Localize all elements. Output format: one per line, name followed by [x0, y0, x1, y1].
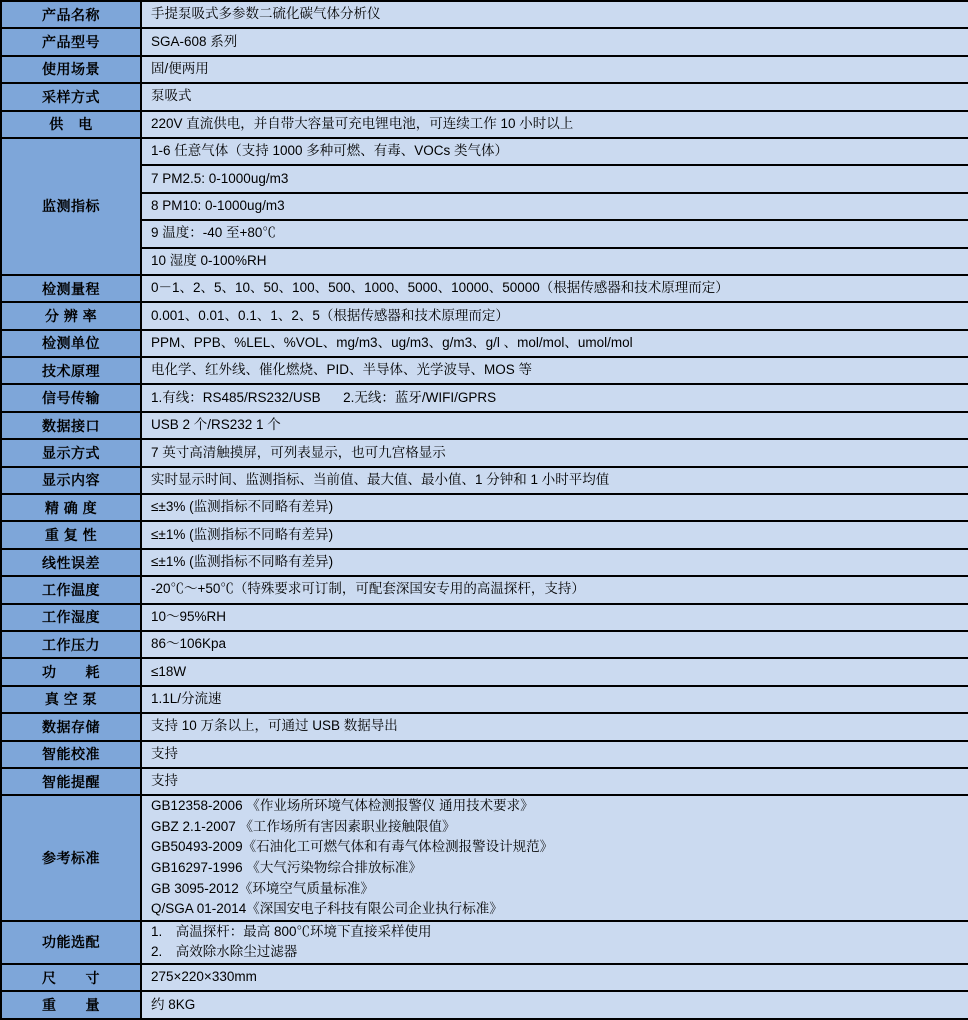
spec-row [2, 992, 968, 1019]
value-line: 0－1、2、5、10、50、100、500、1000、5000、10000、50000（根据传感器和技术原理而定） [151, 280, 729, 296]
spec-row [2, 29, 968, 56]
value-line: USB 2 个/RS232 1 个 [151, 417, 281, 433]
row-value [142, 992, 968, 1017]
value-line: 约 8KG [151, 996, 196, 1012]
spec-row [2, 331, 968, 358]
row-label: 供 电 [2, 112, 142, 137]
value-line: 手提泵吸式多参数二硫化碳气体分析仪 [151, 6, 381, 22]
row-value [142, 29, 968, 54]
row-value [142, 714, 968, 739]
value-line: 泵吸式 [151, 88, 192, 104]
row-value [142, 413, 968, 438]
spec-row [2, 495, 968, 522]
row-value [142, 84, 968, 109]
row-label: 使用场景 [2, 57, 142, 82]
row-label: 参考标准 [2, 796, 142, 920]
row-label: 监测指标 [2, 139, 142, 274]
row-value [142, 769, 968, 794]
row-value [142, 112, 968, 137]
row-value [142, 742, 968, 767]
value-line: ≤18W [151, 663, 187, 679]
row-value [142, 385, 968, 410]
spec-row [2, 57, 968, 84]
row-label: 采样方式 [2, 84, 142, 109]
value-line: ≤±1% (监测指标不同略有差异) [151, 554, 334, 570]
row-value [142, 550, 968, 575]
row-label: 检测单位 [2, 331, 142, 356]
spec-row [2, 769, 968, 796]
spec-row [2, 605, 968, 632]
spec-row [2, 550, 968, 577]
value-line: 0.001、0.01、0.1、1、2、5（根据传感器和技术原理而定） [151, 307, 509, 323]
row-label: 技术原理 [2, 358, 142, 383]
spec-row [2, 796, 968, 922]
value-line: GB 3095-2012《环境空气质量标准》 [151, 880, 374, 896]
row-value [142, 495, 968, 520]
value-line: 9 温度：-40 至+80℃ [142, 219, 968, 246]
value-line: 86～106Kpa [151, 636, 227, 652]
row-value [142, 922, 968, 963]
value-line: 1.1L/分流速 [151, 691, 222, 707]
row-value [142, 303, 968, 328]
value-line: 支持 [151, 773, 178, 789]
value-line: -20℃～+50℃（特殊要求可订制，可配套深国安专用的高温探杆，支持） [151, 581, 585, 597]
row-label: 重 量 [2, 992, 142, 1017]
value-line: ≤±3% (监测指标不同略有差异) [151, 499, 334, 515]
spec-row [2, 577, 968, 604]
row-label: 工作温度 [2, 577, 142, 602]
row-label: 线性误差 [2, 550, 142, 575]
value-line: 电化学、红外线、催化燃烧、PID、半导体、光学波导、MOS 等 [151, 362, 533, 378]
value-line: 7 PM2.5: 0-1000ug/m3 [142, 164, 968, 191]
row-label: 工作湿度 [2, 605, 142, 630]
value-line: 2. 高效除水除尘过滤器 [151, 944, 298, 960]
row-value [142, 577, 968, 602]
row-label: 产品型号 [2, 29, 142, 54]
value-line: SGA-608 系列 [151, 33, 238, 49]
spec-row [2, 139, 968, 276]
row-label: 真 空 泵 [2, 687, 142, 712]
spec-row [2, 522, 968, 549]
spec-row [2, 276, 968, 303]
spec-row [2, 922, 968, 965]
row-value [142, 605, 968, 630]
value-line: GBZ 2.1-2007 《工作场所有害因素职业接触限值》 [151, 818, 456, 834]
spec-row [2, 385, 968, 412]
row-value [142, 2, 968, 27]
value-line: 1-6 任意气体（支持 1000 多种可燃、有毒、VOCs 类气体） [151, 143, 509, 159]
row-value [142, 796, 968, 920]
row-value [142, 440, 968, 465]
row-label: 工作压力 [2, 632, 142, 657]
row-label: 智能校准 [2, 742, 142, 767]
row-value [142, 687, 968, 712]
value-line: PPM、PPB、%LEL、%VOL、mg/m3、ug/m3、g/m3、g/l 、mol/mol、umol/mol [151, 334, 633, 350]
row-label: 数据接口 [2, 413, 142, 438]
row-value [142, 276, 968, 301]
value-line: 10～95%RH [151, 608, 227, 624]
row-label: 功能选配 [2, 922, 142, 963]
row-value [142, 632, 968, 657]
value-line: 7 英寸高清触摸屏，可列表显示，也可九宫格显示 [151, 444, 446, 460]
spec-row [2, 2, 968, 29]
value-line: 10 湿度 0-100%RH [142, 247, 968, 274]
value-line: 1. 高温探杆：最高 800℃环境下直接采样使用 [151, 923, 432, 939]
row-value [142, 965, 968, 990]
value-line: 支持 10 万条以上，可通过 USB 数据导出 [151, 718, 398, 734]
row-label: 信号传输 [2, 385, 142, 410]
row-label: 智能提醒 [2, 769, 142, 794]
row-label: 精 确 度 [2, 495, 142, 520]
row-label: 分 辨 率 [2, 303, 142, 328]
row-label: 功 耗 [2, 659, 142, 684]
spec-row [2, 742, 968, 769]
value-line: GB12358-2006 《作业场所环境气体检测报警仪 通用技术要求》 [151, 798, 534, 814]
spec-row [2, 965, 968, 992]
row-value [142, 358, 968, 383]
value-line: Q/SGA 01-2014《深国安电子科技有限公司企业执行标准》 [151, 901, 503, 917]
row-value [142, 57, 968, 82]
row-value [142, 522, 968, 547]
row-value [142, 139, 968, 274]
row-value [142, 468, 968, 493]
spec-row [2, 440, 968, 467]
row-label: 显示方式 [2, 440, 142, 465]
value-line: 支持 [151, 745, 178, 761]
value-line: 220V 直流供电，并自带大容量可充电锂电池，可连续工作 10 小时以上 [151, 115, 574, 131]
row-label: 数据存储 [2, 714, 142, 739]
value-line: GB16297-1996 《大气污染物综合排放标准》 [151, 859, 422, 875]
value-line: 275×220×330mm [151, 969, 257, 985]
value-line: 实时显示时间、监测指标、当前值、最大值、最小值、1 分钟和 1 小时平均值 [151, 471, 610, 487]
row-label: 显示内容 [2, 468, 142, 493]
spec-row [2, 659, 968, 686]
value-line: 1.有线：RS485/RS232/USB 2.无线：蓝牙/WIFI/GPRS [151, 389, 497, 405]
spec-row [2, 84, 968, 111]
spec-row [2, 632, 968, 659]
value-line: 固/便两用 [151, 61, 209, 77]
row-label: 重 复 性 [2, 522, 142, 547]
value-line: 8 PM10: 0-1000ug/m3 [142, 192, 968, 219]
row-value [142, 331, 968, 356]
spec-row [2, 468, 968, 495]
row-label: 检测量程 [2, 276, 142, 301]
value-line: ≤±1% (监测指标不同略有差异) [151, 526, 334, 542]
spec-row [2, 687, 968, 714]
row-value [142, 659, 968, 684]
spec-row [2, 303, 968, 330]
spec-row [2, 413, 968, 440]
spec-row [2, 714, 968, 741]
row-label: 尺 寸 [2, 965, 142, 990]
row-label: 产品名称 [2, 2, 142, 27]
spec-row [2, 112, 968, 139]
value-line: GB50493-2009《石油化工可燃气体和有毒气体检测报警设计规范》 [151, 839, 554, 855]
spec-row [2, 358, 968, 385]
